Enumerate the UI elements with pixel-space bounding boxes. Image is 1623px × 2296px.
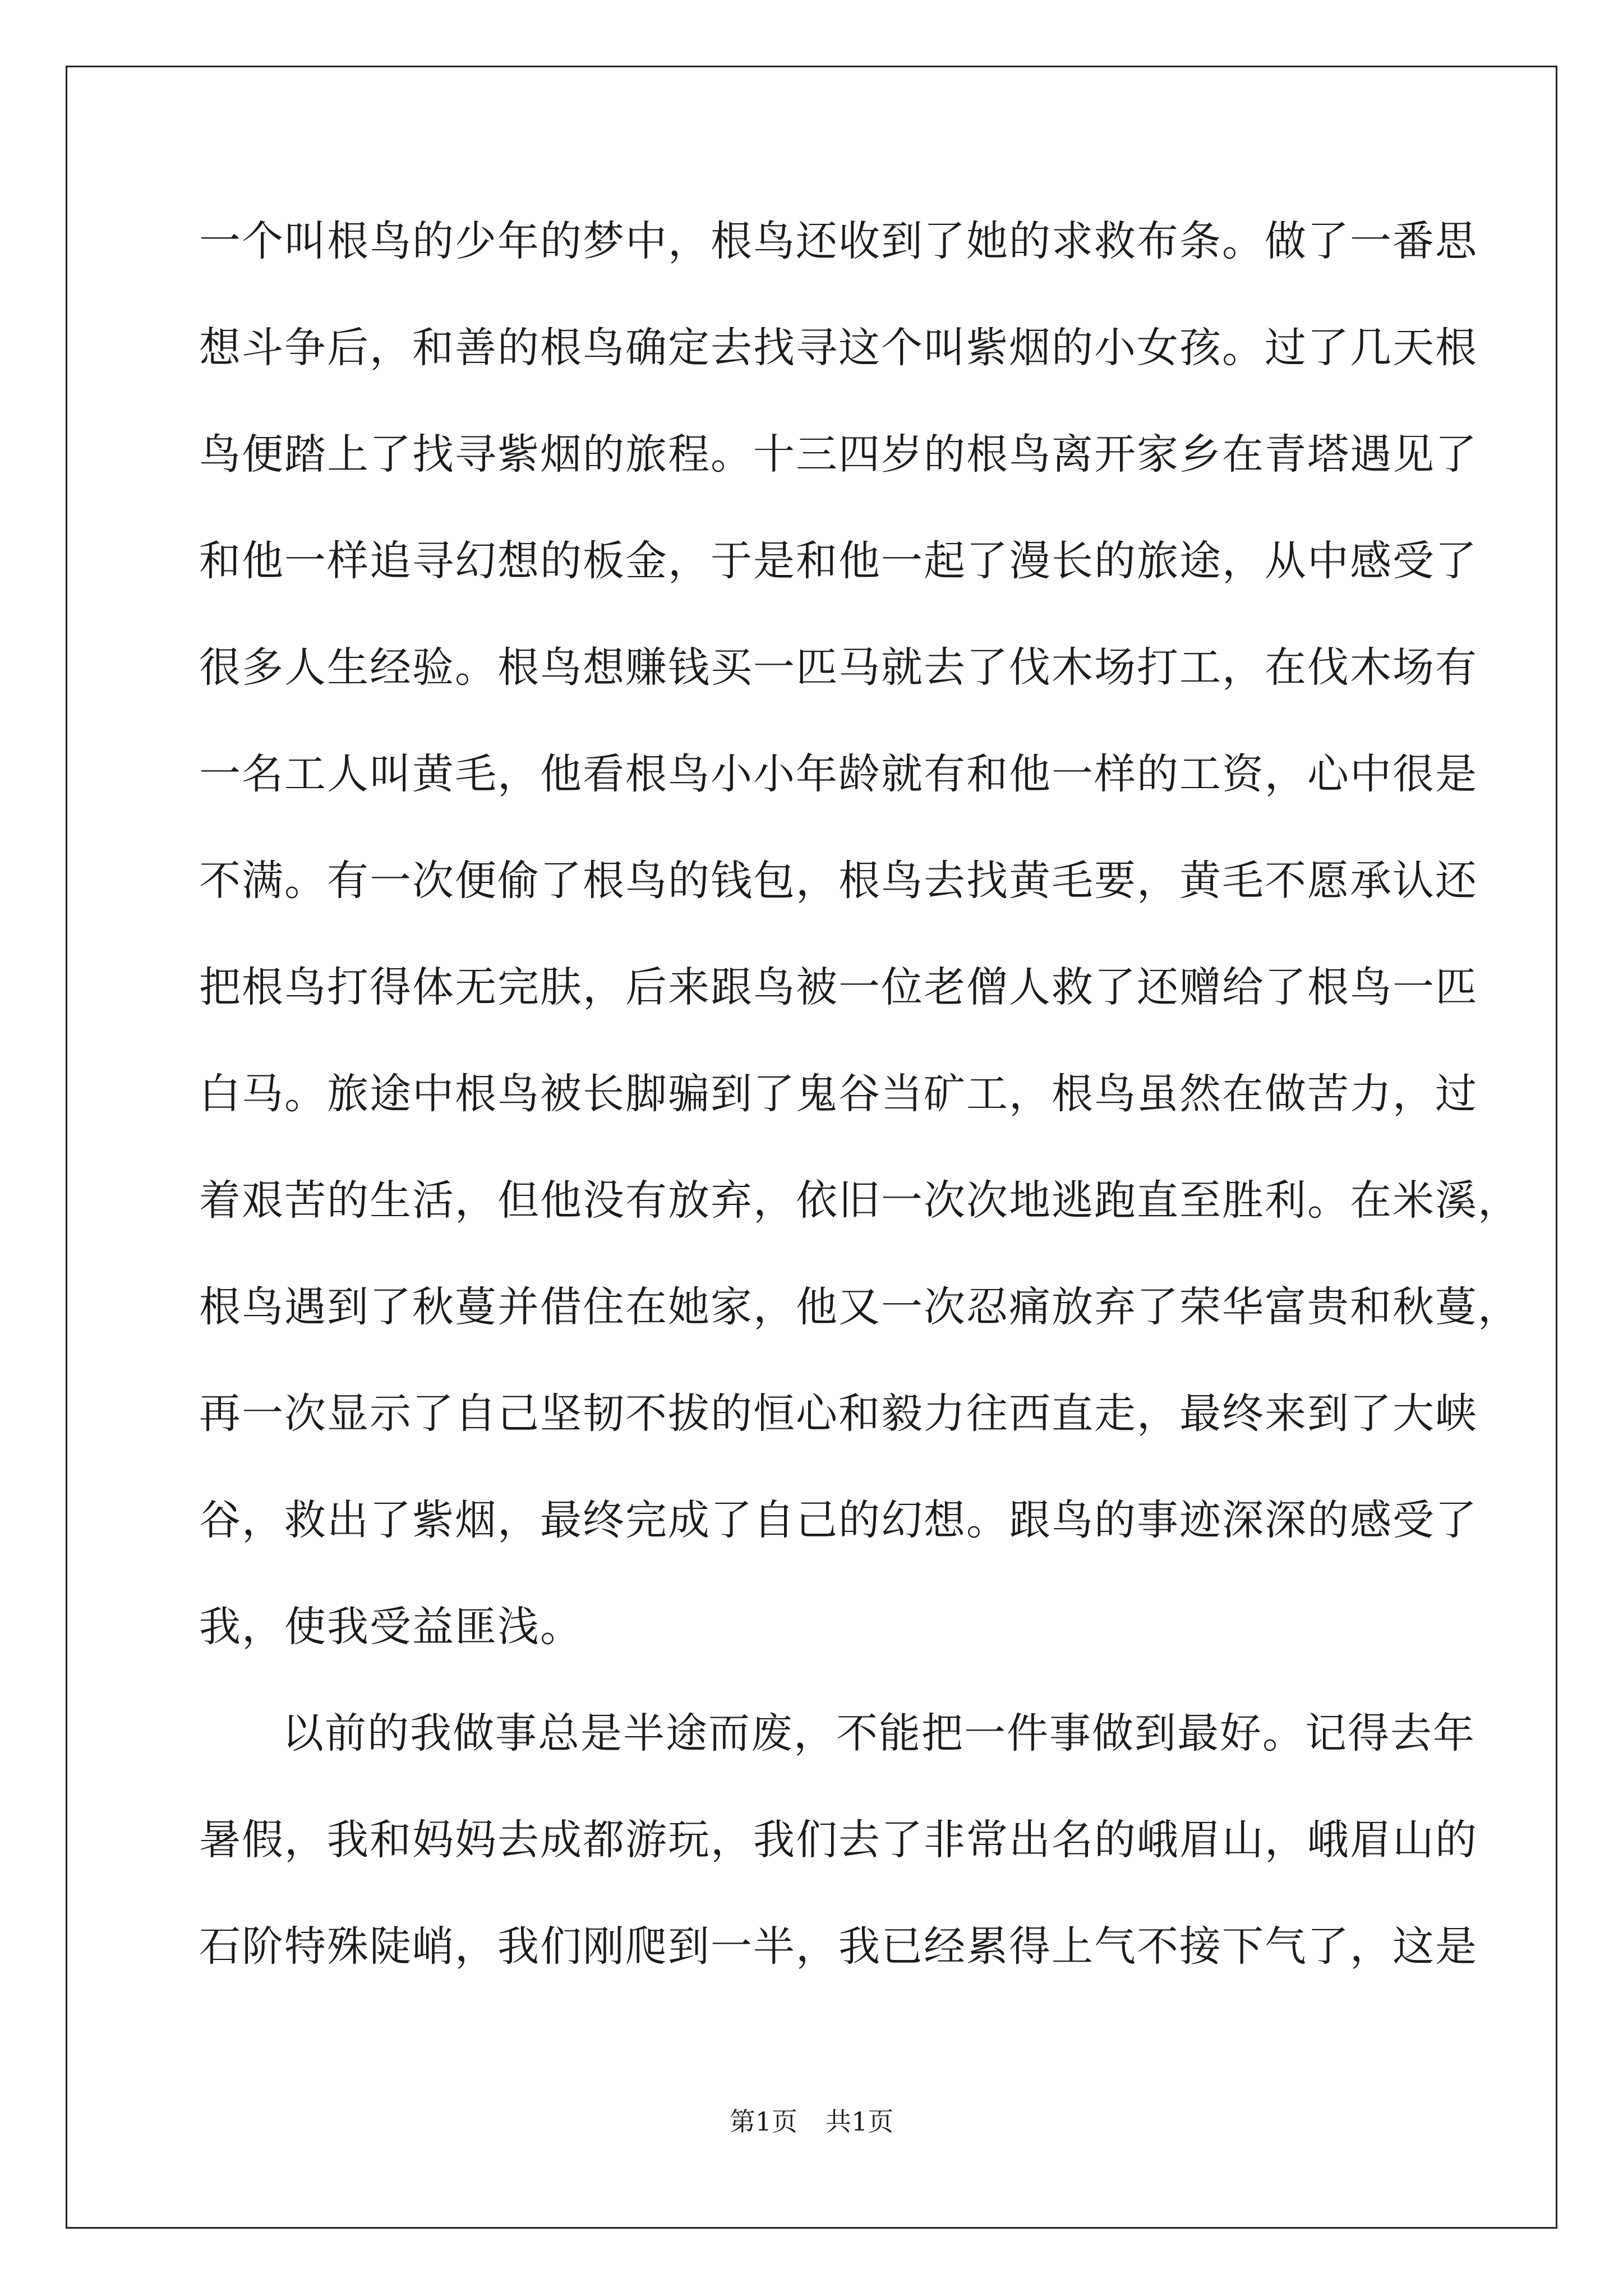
text-line: 再一次显示了自己坚韧不拔的恒心和毅力往西直走，最终来到了大峡 bbox=[199, 1389, 1478, 1438]
text-line: 很多人生经验。根鸟想赚钱买一匹马就去了伐木场打工，在伐木场有 bbox=[199, 643, 1478, 692]
page-footer bbox=[0, 2105, 1623, 2138]
text-line: 白马。旅途中根鸟被长脚骗到了鬼谷当矿工，根鸟虽然在做苦力，过 bbox=[199, 1070, 1478, 1118]
text-line: 谷，救出了紫烟，最终完成了自己的幻想。跟鸟的事迹深深的感受了 bbox=[199, 1496, 1478, 1544]
text-line: 鸟便踏上了找寻紫烟的旅程。十三四岁的根鸟离开家乡在青塔遇见了 bbox=[199, 430, 1478, 478]
text-line: 一名工人叫黄毛，他看根鸟小小年龄就有和他一样的工资，心中很是 bbox=[199, 750, 1478, 798]
paragraph-first-line: 以前的我做事总是半途而废，不能把一件事做到最好。记得去年 bbox=[282, 1709, 1476, 1757]
text-line: 和他一样追寻幻想的板金，于是和他一起了漫长的旅途，从中感受了 bbox=[199, 537, 1478, 585]
text-line: 我，使我受益匪浅。 bbox=[199, 1603, 583, 1651]
page-count: 共1页 bbox=[826, 2106, 894, 2137]
text-line: 不满。有一次便偷了根鸟的钱包，根鸟去找黄毛要，黄毛不愿承认还 bbox=[199, 857, 1478, 905]
text-line: 把根鸟打得体无完肤，后来跟鸟被一位老僧人救了还赠给了根鸟一匹 bbox=[199, 963, 1478, 1011]
document-body bbox=[199, 210, 1520, 2022]
page-number: 第1页 bbox=[729, 2106, 797, 2137]
text-line: 一个叫根鸟的少年的梦中，根鸟还收到了她的求救布条。做了一番思 bbox=[199, 217, 1478, 265]
text-line: 着艰苦的生活，但他没有放弃，依旧一次次地逃跑直至胜利。在米溪， bbox=[199, 1176, 1520, 1225]
text-line: 暑假，我和妈妈去成都游玩，我们去了非常出名的峨眉山，峨眉山的 bbox=[199, 1816, 1478, 1864]
text-line: 想斗争后，和善的根鸟确定去找寻这个叫紫烟的小女孩。过了几天根 bbox=[199, 324, 1478, 372]
text-line: 石阶特殊陡峭，我们刚爬到一半，我已经累得上气不接下气了，这是 bbox=[199, 1922, 1478, 1971]
text-line: 根鸟遇到了秋蔓并借住在她家，他又一次忍痛放弃了荣华富贵和秋蔓， bbox=[199, 1283, 1520, 1331]
